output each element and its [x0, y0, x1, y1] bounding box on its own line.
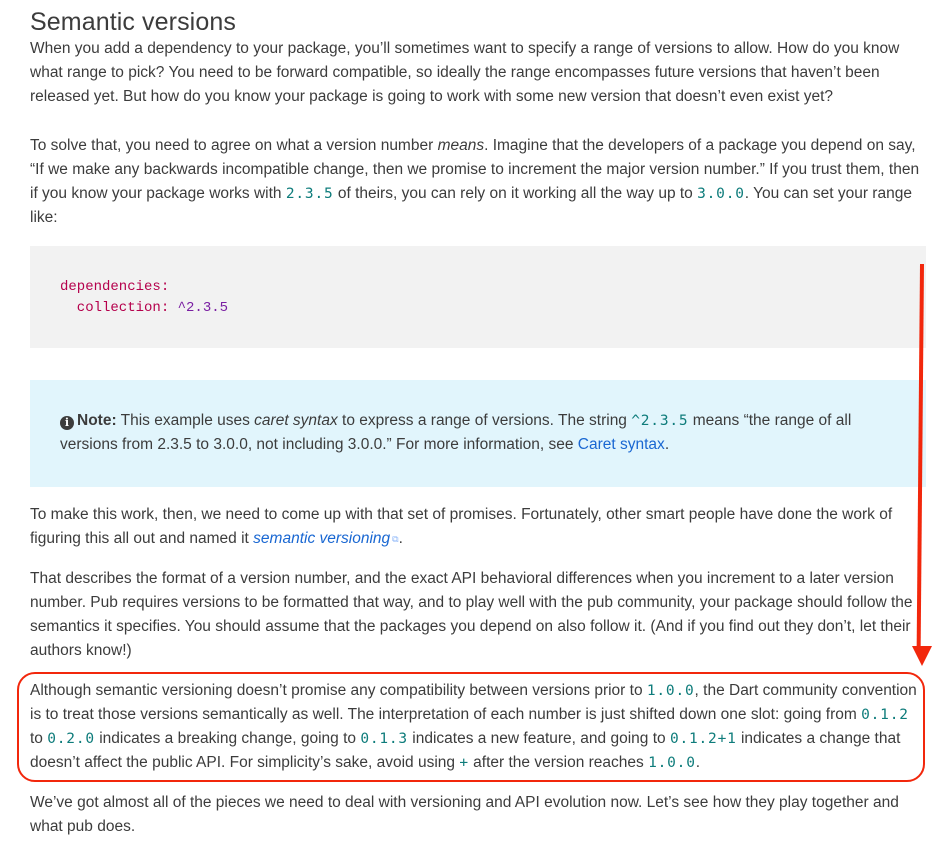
text-run: To solve that, you need to agree on what a version number	[30, 137, 438, 154]
text-run: indicates a breaking change, going to	[94, 730, 361, 747]
paragraph-version-meaning	[30, 134, 925, 230]
text-run: .	[664, 436, 670, 453]
text-run: . You can set your range like:	[30, 185, 912, 226]
text-run: .	[398, 530, 403, 547]
down-arrow-icon	[912, 646, 932, 666]
text-run: means “the range of all versions from 2.3.5 to 3.0.0, not including 3.0.0.” For more information, see	[60, 412, 852, 453]
inline-code: 0.2.0	[47, 731, 95, 747]
inline-code: 0.1.2	[861, 707, 909, 723]
text-run: , the Dart community convention is to treat those versions semantically as well. The interpretation of each number is just shifted down one slot: going from	[30, 682, 917, 723]
inline-code: +	[459, 755, 469, 771]
yaml-key: dependencies:	[60, 279, 170, 295]
emphasis-text: means	[437, 137, 485, 154]
text-run: of theirs, you can rely on it working all the way up to	[333, 185, 698, 202]
text-run: to express a range of versions. The string	[337, 412, 632, 429]
paragraph-semver-intro	[30, 503, 925, 551]
inline-code: 0.1.3	[360, 731, 408, 747]
paragraph-format	[30, 567, 925, 663]
inline-code: ^2.3.5	[631, 413, 689, 429]
code-line	[60, 298, 228, 319]
paragraph-text: That describes the format of a version number, and the exact API behavioral differences when you increment to a later version number. Pub requires versions to be formatted that way, and to play well with the pub community, your package should follow the semantics it specifies. You should assume that the packages you depend on also follow it. (And if you find out they don’t, let their authors know!)	[30, 570, 913, 659]
text-run: To make this work, then, we need to come up with that set of promises. Fortunately, other smart people have done the work of figuring this all out and named it	[30, 506, 893, 547]
code-block[interactable]	[30, 246, 926, 348]
emphasis-text: caret syntax	[254, 412, 338, 429]
inline-code: 3.0.0	[697, 186, 745, 202]
paragraph-closing	[30, 791, 925, 839]
paragraph-intro	[30, 37, 925, 109]
note-callout	[30, 380, 926, 487]
inline-code: 1.0.0	[648, 755, 696, 771]
text-run: Although semantic versioning doesn’t promise any compatibility between versions prior to	[30, 682, 647, 699]
text-run: indicates a change that doesn’t affect the public API. For simplicity’s sake, avoid using	[30, 730, 901, 771]
text-run: . Imagine that the developers of a package you depend on say, “If we make any backwards incompatible change, then we promise to increment the major version number.” If you trust them, then if you know your package works with	[30, 137, 920, 202]
note-text	[60, 409, 910, 457]
caret-syntax-link[interactable]: Caret syntax	[577, 436, 665, 453]
code-line	[60, 277, 169, 298]
link-text: semantic versioning	[253, 530, 391, 547]
semantic-versioning-link[interactable]	[253, 530, 398, 547]
text-run: indicates a new feature, and going to	[407, 730, 670, 747]
page-title: Semantic versions	[30, 8, 236, 36]
paragraph-pre-1-0	[30, 679, 925, 775]
paragraph-text: We’ve got almost all of the pieces we need to deal with versioning and API evolution now. Let’s see how they play together and what pub does.	[30, 794, 899, 835]
text-run: to	[30, 730, 48, 747]
note-label: Note:	[77, 412, 117, 429]
inline-code: 1.0.0	[646, 683, 695, 699]
inline-code: 2.3.5	[285, 186, 334, 202]
paragraph-text: When you add a dependency to your package, you’ll sometimes want to specify a range of versions to allow. How do you know what range to pick? You need to be forward compatible, so ideally the range encompasses future versions that haven’t been released yet. But how do you know your package is going to work with some new version that doesn’t even exist yet?	[30, 40, 900, 105]
text-run: This example uses	[116, 412, 255, 429]
info-icon: i	[60, 416, 74, 430]
text-run: .	[695, 754, 701, 771]
text-run: after the version reaches	[468, 754, 649, 771]
yaml-value: ^2.3.5	[169, 300, 229, 316]
external-link-icon: ⧉	[392, 534, 399, 544]
inline-code: 0.1.2+1	[669, 731, 737, 747]
yaml-key: collection:	[60, 300, 170, 316]
